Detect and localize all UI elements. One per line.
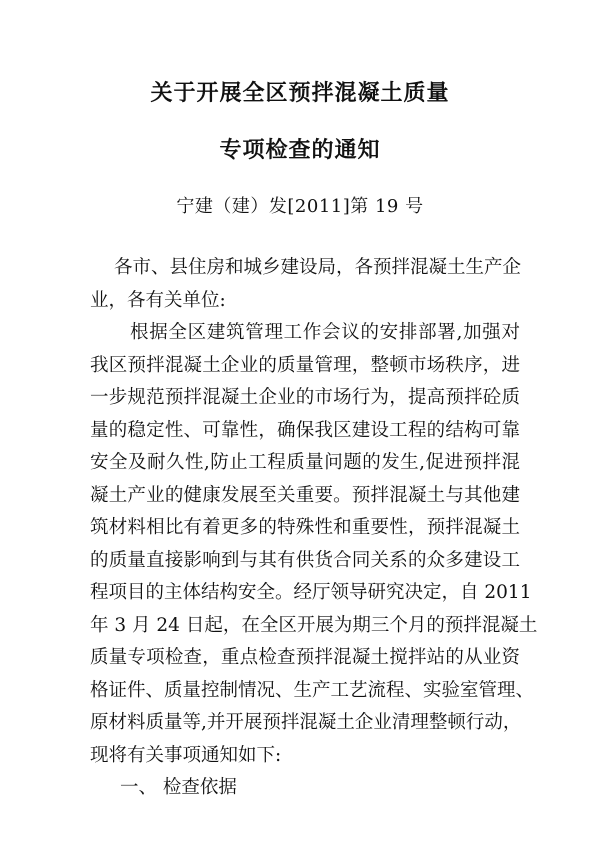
body-line: 我区预拌混凝土企业的质量管理，整顿市场秩序，进 <box>90 354 520 376</box>
document-number: 宁建（建）发[2011]第 19 号 <box>176 196 424 217</box>
body-line: 程项目的主体结构安全。经厅领导研究决定，自 2011 <box>90 582 532 603</box>
body-line-salutation-2: 业，各有关单位: <box>90 289 226 311</box>
body-line-paragraph-start: 根据全区建筑管理工作会议的安排部署,加强对 <box>130 322 520 343</box>
document-title-line1: 关于开展全区预拌混凝土质量 <box>150 81 450 106</box>
section-heading-1: 一、 检查依据 <box>120 777 237 798</box>
body-line: 年 3 月 24 日起，在全区开展为期三个月的预拌混凝土 <box>90 614 538 636</box>
body-line: 原材料质量等,并开展预拌混凝土企业清理整顿行动， <box>90 712 522 733</box>
document-body <box>90 252 538 805</box>
document-title-line2: 专项检查的通知 <box>219 138 381 163</box>
body-line: 量的稳定性、可靠性，确保我区建设工程的结构可靠 <box>90 419 520 441</box>
body-line-paragraph-end: 现将有关事项通知如下: <box>90 744 282 766</box>
body-line: 质量专项检查，重点检查预拌混凝土搅拌站的从业资 <box>90 647 520 668</box>
body-line: 凝土产业的健康发展至关重要。预拌混凝土与其他建 <box>90 484 520 506</box>
body-line: 安全及耐久性,防止工程质量问题的发生,促进预拌混 <box>90 452 520 473</box>
body-line-salutation-1: 各市、县住房和城乡建设局，各预拌混凝土生产企 <box>114 257 522 278</box>
body-line: 的质量直接影响到与其有供货合同关系的众多建设工 <box>90 549 520 571</box>
body-line: 筑材料相比有着更多的特殊性和重要性，预拌混凝土 <box>90 517 520 538</box>
body-line: 格证件、质量控制情况、生产工艺流程、实验室管理、 <box>90 679 535 701</box>
body-line: 一步规范预拌混凝土企业的市场行为，提高预拌砼质 <box>90 387 520 408</box>
